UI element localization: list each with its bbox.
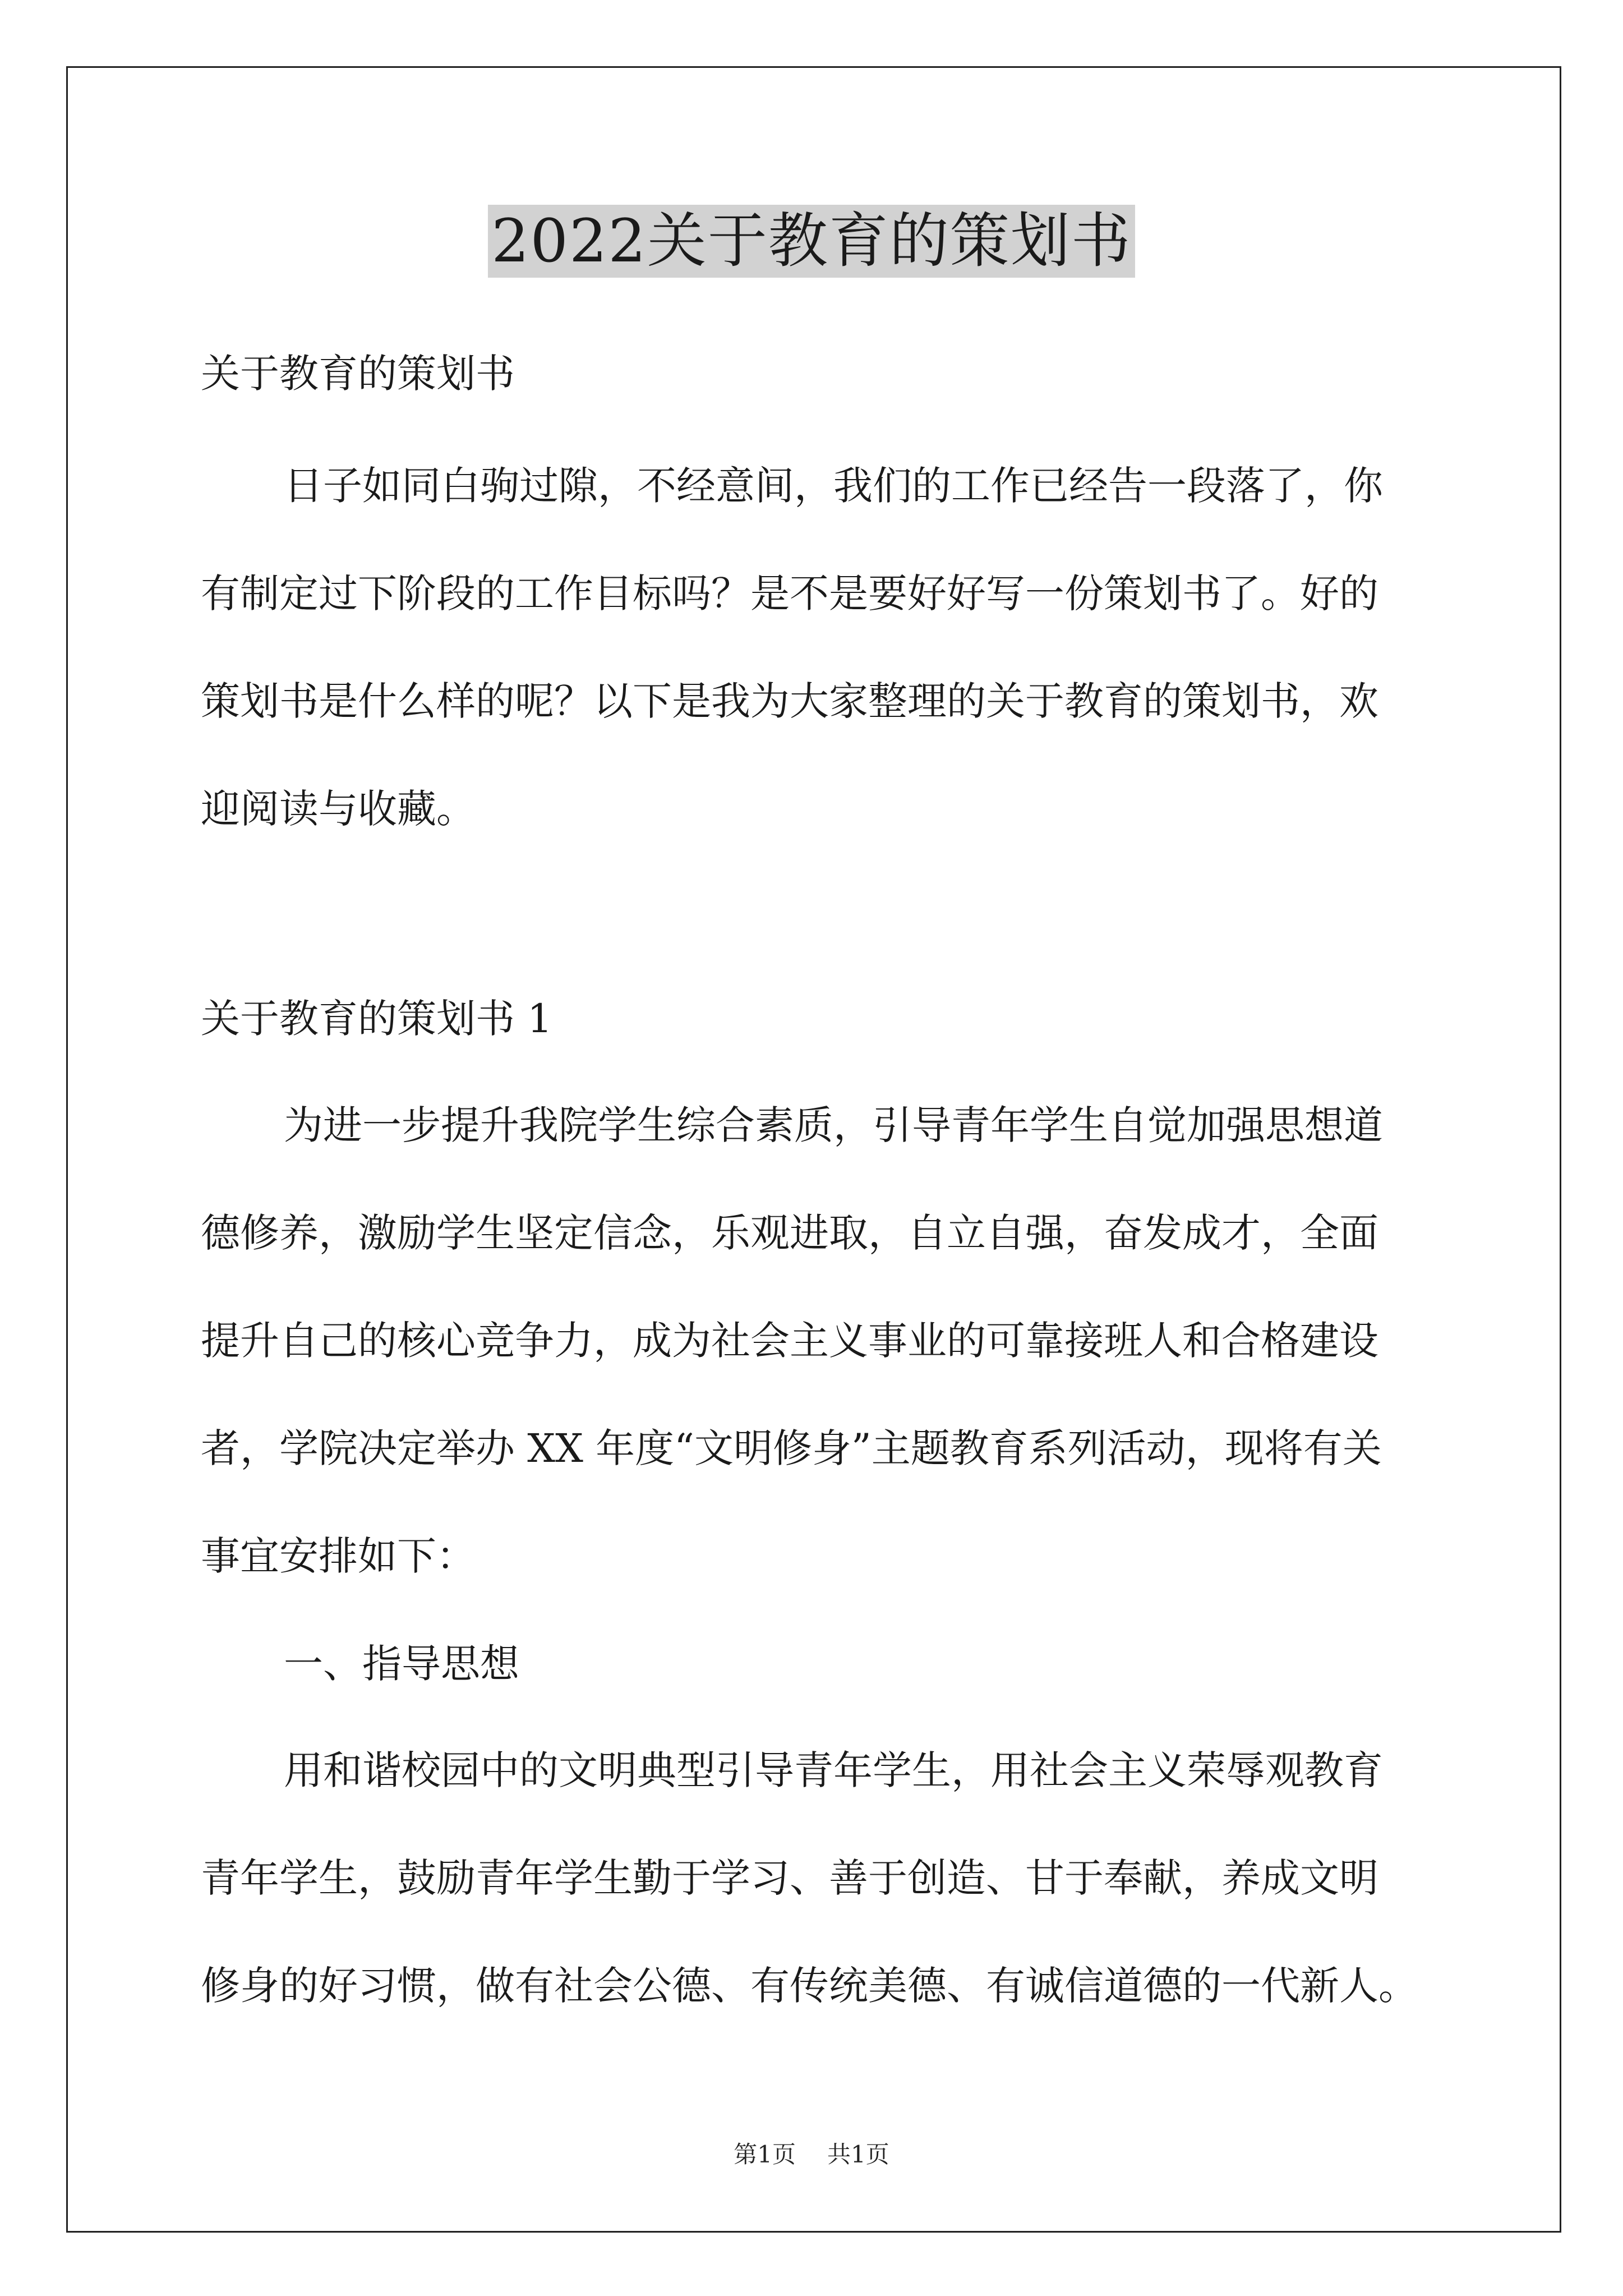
page-footer xyxy=(0,2136,1623,2170)
guidance-line: 青年学生，鼓励青年学生勤于学习、善于创造、甘于奉献，养成文明 xyxy=(201,1855,1378,1901)
section-paragraph xyxy=(201,1071,1435,1610)
intro-line: 有制定过下阶段的工作目标吗？是不是要好好写一份策划书了。好的 xyxy=(201,570,1378,616)
section-line: 者，学院决定举办 XX 年度“文明修身”主题教育系列活动，现将有关 xyxy=(201,1425,1382,1471)
subtitle-block xyxy=(201,320,1435,427)
intro-line: 策划书是什么样的呢？以下是我为大家整理的关于教育的策划书，欢 xyxy=(201,678,1378,724)
document-subtitle: 关于教育的策划书 xyxy=(201,351,515,397)
title-wrap xyxy=(0,205,1623,278)
intro-line: 迎阅读与收藏。 xyxy=(201,786,476,832)
section-line: 事宜安排如下： xyxy=(201,1533,476,1579)
page-number: 第1页 xyxy=(734,2141,796,2168)
page-total: 共1页 xyxy=(827,2141,889,2168)
section-line: 提升自己的核心竞争力，成为社会主义事业的可靠接班人和合格建设 xyxy=(201,1318,1378,1364)
intro-line: 日子如同白驹过隙，不经意间，我们的工作已经告一段落了，你 xyxy=(284,463,1383,509)
document-title: 2022关于教育的策划书 xyxy=(488,205,1135,278)
guidance-line: 修身的好习惯，做有社会公德、有传统美德、有诚信道德的一代新人。 xyxy=(201,1963,1418,2009)
sub-heading: 一、指导思想 xyxy=(284,1641,519,1687)
intro-paragraph xyxy=(201,432,1435,863)
sub-heading-block xyxy=(201,1610,1435,1718)
section-heading: 关于教育的策划书 1 xyxy=(201,996,552,1042)
section-line: 为进一步提升我院学生综合素质，引导青年学生自觉加强思想道 xyxy=(284,1102,1383,1148)
section-heading-block xyxy=(201,965,1435,1073)
section-line: 德修养，激励学生坚定信念，乐观进取，自立自强，奋发成才，全面 xyxy=(201,1210,1378,1256)
guidance-line: 用和谐校园中的文明典型引导青年学生，用社会主义荣辱观教育 xyxy=(284,1747,1383,1793)
guidance-paragraph xyxy=(201,1717,1435,2040)
